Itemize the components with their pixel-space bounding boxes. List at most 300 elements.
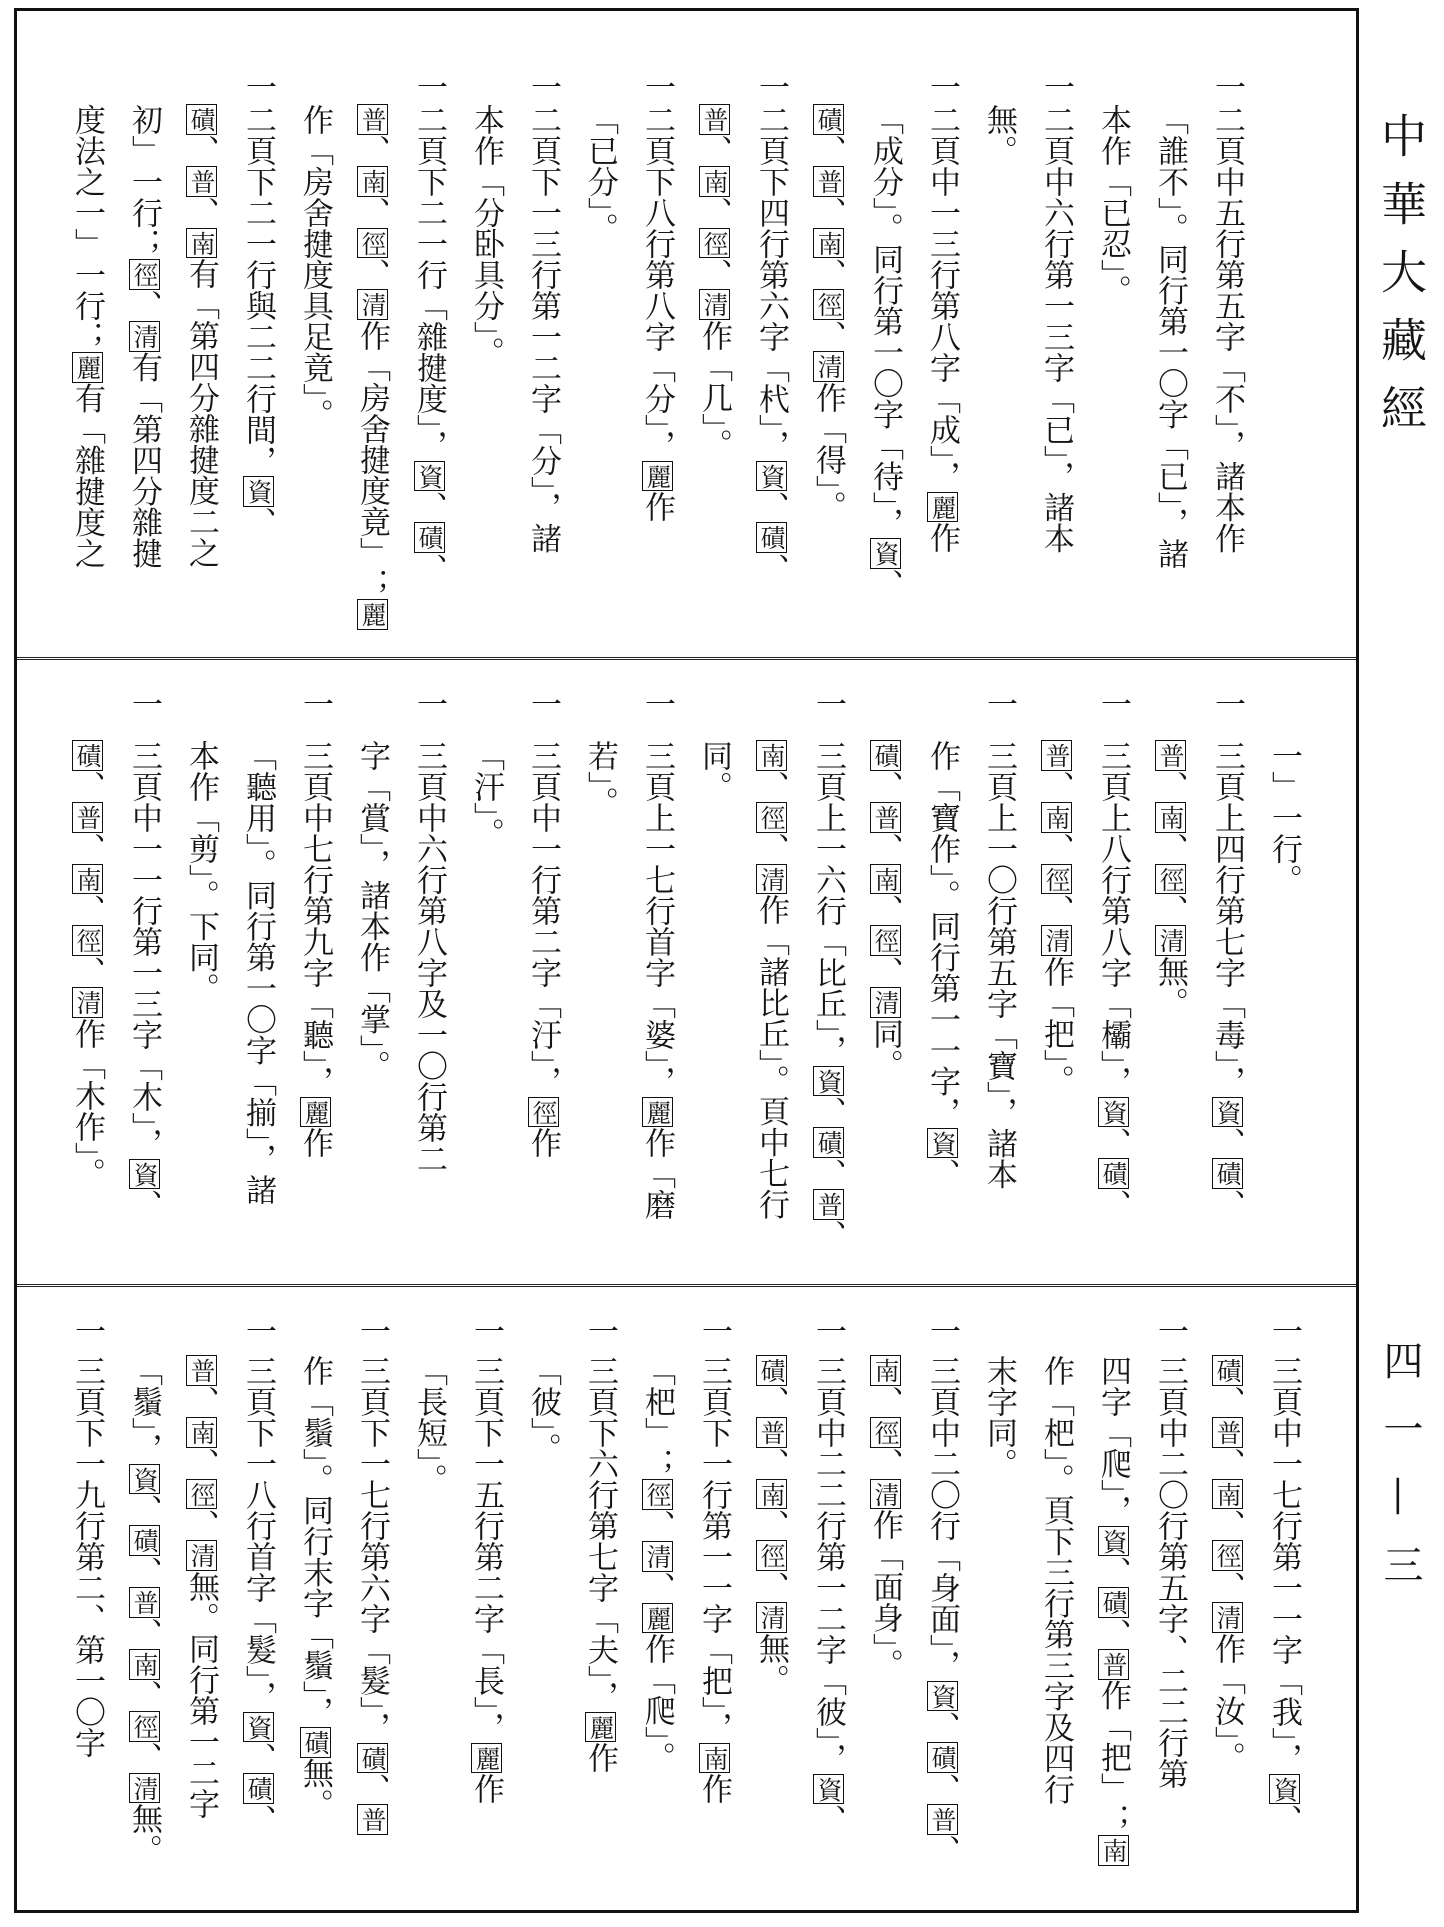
edition-siglum-box: 清 bbox=[1041, 925, 1072, 956]
note-text: 、 bbox=[753, 553, 789, 585]
edition-siglum-box: 徑 bbox=[1155, 864, 1186, 895]
note-text: 、 bbox=[1038, 832, 1074, 864]
edition-siglum-box: 普 bbox=[813, 1189, 844, 1220]
edition-siglum-box: 普 bbox=[1098, 1649, 1129, 1680]
register-band-2 bbox=[17, 657, 1356, 1284]
note-text: 、 bbox=[1266, 1804, 1302, 1836]
note-text-line bbox=[295, 740, 335, 1158]
note-text-line bbox=[865, 740, 905, 1080]
edition-siglum-box: 麗 bbox=[642, 1603, 673, 1634]
note-text: 、 bbox=[183, 196, 219, 228]
note-column bbox=[409, 11, 449, 657]
edition-siglum-box: 普 bbox=[186, 166, 217, 197]
edition-siglum-box: 南 bbox=[870, 864, 901, 895]
note-text: 、 bbox=[810, 1158, 846, 1190]
note-text: 作 bbox=[525, 1127, 561, 1159]
note-text-line bbox=[751, 104, 791, 584]
note-text-line bbox=[865, 104, 905, 600]
note-text: 無。 bbox=[753, 1633, 789, 1696]
edition-siglum-box: 徑 bbox=[72, 925, 103, 956]
note-text: 二頁下四行第六字「杙」， bbox=[753, 104, 789, 461]
note-text-line bbox=[1036, 104, 1076, 554]
entry-marker: 一 bbox=[525, 71, 561, 102]
collection-title: 中華大藏經 bbox=[1374, 112, 1428, 452]
note-text: 作「几」。 bbox=[696, 320, 732, 460]
note-column bbox=[466, 1287, 506, 1910]
entry-marker: 一 bbox=[411, 71, 447, 102]
edition-siglum-box: 磧 bbox=[756, 522, 787, 553]
edition-siglum-box: 清 bbox=[870, 987, 901, 1018]
note-text: 、 bbox=[240, 1804, 276, 1836]
entry-marker: 一 bbox=[126, 688, 162, 719]
edition-siglum-box: 麗 bbox=[642, 1097, 673, 1128]
note-text: 、 bbox=[183, 1509, 219, 1541]
note-text-line bbox=[922, 104, 962, 553]
note-column bbox=[694, 11, 734, 657]
note-text: 、 bbox=[867, 832, 903, 864]
edition-siglum-box: 南 bbox=[870, 1355, 901, 1386]
edition-siglum-box: 磧 bbox=[1212, 1355, 1243, 1386]
note-column bbox=[751, 1287, 791, 1910]
note-text-line bbox=[694, 740, 734, 802]
edition-siglum-box: 徑 bbox=[129, 259, 160, 290]
entry-marker: 一 bbox=[924, 1315, 960, 1346]
edition-siglum-box: 磧 bbox=[813, 104, 844, 135]
note-text: 、 bbox=[810, 1219, 846, 1251]
edition-siglum-box: 磧 bbox=[1098, 1587, 1129, 1618]
note-text: 、 bbox=[639, 1509, 675, 1541]
note-text: 無。 bbox=[297, 1757, 333, 1820]
note-text: 字「賞」，諸本作「掌」。 bbox=[354, 740, 390, 1081]
edition-siglum-box: 清 bbox=[1155, 925, 1186, 956]
edition-siglum-box: 徑 bbox=[129, 1711, 160, 1742]
edition-siglum-box: 普 bbox=[1155, 740, 1186, 771]
note-text: 三頁上一六行「比丘」， bbox=[810, 740, 846, 1066]
note-text: 本作「剪」。下同。 bbox=[183, 740, 219, 1004]
note-text: 作「房舍揵度竟」； bbox=[354, 320, 390, 600]
note-text: 作「把」。 bbox=[1038, 956, 1074, 1096]
edition-siglum-box: 磧 bbox=[186, 104, 217, 135]
note-text-line bbox=[181, 740, 221, 1004]
note-text-line bbox=[694, 1355, 734, 1804]
note-text: 、 bbox=[69, 956, 105, 988]
note-text-line bbox=[352, 1355, 392, 1835]
note-text: 、 bbox=[753, 832, 789, 864]
note-text-line bbox=[466, 104, 506, 368]
note-text: 、 bbox=[810, 1096, 846, 1128]
note-text: 有「第四分雜揵度二之 bbox=[183, 258, 219, 569]
note-text-line bbox=[1264, 1355, 1304, 1835]
note-column bbox=[922, 660, 962, 1284]
note-column bbox=[1264, 660, 1304, 1284]
entry-marker: 一 bbox=[1095, 688, 1131, 719]
edition-siglum-box: 普 bbox=[72, 802, 103, 833]
note-text: 三頁下六行第七字「夫」， bbox=[582, 1355, 618, 1712]
note-text-line bbox=[1093, 104, 1133, 306]
note-text-line bbox=[637, 740, 677, 1220]
note-column bbox=[1207, 660, 1247, 1284]
note-text: 三頁中一一行第一三字「木」， bbox=[126, 740, 162, 1159]
edition-siglum-box: 南 bbox=[129, 1649, 160, 1680]
note-text: 、 bbox=[354, 258, 390, 290]
note-text: 、 bbox=[867, 894, 903, 926]
note-column bbox=[238, 1287, 278, 1910]
note-text: 、 bbox=[924, 1711, 960, 1743]
entry-marker: 一 bbox=[525, 688, 561, 719]
note-text-line bbox=[352, 104, 392, 630]
note-text: 、 bbox=[69, 832, 105, 864]
note-text: 、 bbox=[867, 568, 903, 600]
note-text: 「彼」。 bbox=[525, 1355, 561, 1464]
note-text-line bbox=[523, 104, 563, 554]
note-text: 、 bbox=[924, 1158, 960, 1190]
edition-siglum-box: 資 bbox=[1212, 1097, 1243, 1128]
edition-siglum-box: 麗 bbox=[471, 1743, 502, 1774]
entry-marker: 一 bbox=[810, 688, 846, 719]
edition-siglum-box: 資 bbox=[813, 1066, 844, 1097]
note-text-line bbox=[124, 1355, 164, 1865]
note-text: 、 bbox=[126, 1556, 162, 1588]
edition-siglum-box: 磧 bbox=[870, 740, 901, 771]
note-text: 作「得」。 bbox=[810, 382, 846, 522]
note-text-line bbox=[238, 104, 278, 538]
note-text-line bbox=[1207, 1355, 1247, 1773]
edition-siglum-box: 徑 bbox=[813, 289, 844, 320]
note-text: 、 bbox=[1152, 894, 1188, 926]
note-text: 二頁下二一行與二二行間， bbox=[240, 104, 276, 476]
entry-marker: 一 bbox=[1209, 688, 1245, 719]
edition-siglum-box: 資 bbox=[756, 461, 787, 492]
note-text: 二頁下二一行「雜揵度」， bbox=[411, 104, 447, 461]
note-text-line bbox=[124, 740, 164, 1220]
note-text: 、 bbox=[354, 134, 390, 166]
note-text: 、 bbox=[810, 258, 846, 290]
edition-siglum-box: 南 bbox=[699, 166, 730, 197]
note-column bbox=[466, 11, 506, 657]
note-text: 、 bbox=[126, 1189, 162, 1221]
edition-siglum-box: 磧 bbox=[414, 522, 445, 553]
note-text: 「聽用」。同行第一〇字「揃」，諸 bbox=[240, 740, 276, 1205]
entry-marker: 一 bbox=[1152, 1315, 1188, 1346]
note-text: 無。 bbox=[126, 1803, 162, 1866]
note-text: 作「房舍揵度具足竟」。 bbox=[297, 104, 333, 430]
entry-marker: 一 bbox=[981, 688, 1017, 719]
note-text-line bbox=[67, 1355, 107, 1758]
entry-marker: 一 bbox=[1209, 71, 1245, 102]
note-text: 同。 bbox=[867, 1018, 903, 1081]
note-text: 作 bbox=[582, 1742, 618, 1774]
note-text: 三頁上一七行首字「婆」， bbox=[639, 740, 675, 1097]
note-text: 、 bbox=[69, 770, 105, 802]
note-text: 、 bbox=[411, 491, 447, 523]
note-column bbox=[295, 660, 335, 1284]
edition-siglum-box: 清 bbox=[357, 289, 388, 320]
edition-siglum-box: 南 bbox=[186, 228, 217, 259]
note-column bbox=[751, 660, 791, 1284]
note-text: 、 bbox=[696, 258, 732, 290]
note-column bbox=[238, 660, 278, 1284]
note-text-line bbox=[466, 1355, 506, 1804]
note-column bbox=[694, 660, 734, 1284]
note-text: 、 bbox=[924, 1834, 960, 1866]
note-column bbox=[865, 1287, 905, 1910]
edition-siglum-box: 清 bbox=[756, 1602, 787, 1633]
note-text: 、 bbox=[69, 894, 105, 926]
note-text: 二頁下一三行第一二字「分」，諸 bbox=[525, 104, 561, 554]
note-text: 作 bbox=[297, 1127, 333, 1159]
edition-siglum-box: 徑 bbox=[756, 802, 787, 833]
note-text-line bbox=[808, 104, 848, 522]
note-column bbox=[238, 11, 278, 657]
note-column bbox=[637, 1287, 677, 1910]
note-text-line bbox=[523, 1355, 563, 1464]
note-column bbox=[865, 660, 905, 1284]
note-column bbox=[580, 1287, 620, 1910]
note-column bbox=[352, 11, 392, 657]
note-column bbox=[523, 11, 563, 657]
note-column bbox=[1036, 11, 1076, 657]
note-text: 作「磨 bbox=[639, 1127, 675, 1221]
entry-marker: 一 bbox=[753, 71, 789, 102]
note-text-line bbox=[67, 740, 107, 1189]
entry-marker: 一 bbox=[639, 688, 675, 719]
note-column bbox=[808, 660, 848, 1284]
note-column bbox=[694, 1287, 734, 1910]
entry-marker: 一 bbox=[240, 1315, 276, 1346]
note-text-line bbox=[181, 1355, 221, 1819]
note-text: 三頁下一行第一一字「把」， bbox=[696, 1355, 732, 1743]
note-text: 作「面身」。 bbox=[867, 1509, 903, 1680]
note-text: 「汗」。 bbox=[468, 740, 504, 849]
note-text: 三頁中一行第二字「汙」， bbox=[525, 740, 561, 1097]
edition-siglum-box: 南 bbox=[1041, 802, 1072, 833]
note-column bbox=[523, 660, 563, 1284]
note-text-line bbox=[295, 1355, 335, 1820]
entry-marker: 一 bbox=[582, 1315, 618, 1346]
edition-siglum-box: 資 bbox=[1098, 1526, 1129, 1557]
edition-siglum-box: 普 bbox=[129, 1587, 160, 1618]
note-text: 無。同行第一二字 bbox=[183, 1571, 219, 1820]
note-text-line bbox=[352, 740, 392, 1081]
note-text-line bbox=[1093, 1355, 1133, 1866]
note-text: 、 bbox=[126, 1679, 162, 1711]
note-text: 、 bbox=[1209, 1509, 1245, 1541]
note-text: 三頁中六行第八字及一〇行第二 bbox=[411, 740, 447, 1174]
note-text: 「已分」。 bbox=[582, 104, 618, 244]
note-text: 末字同。 bbox=[981, 1355, 1017, 1479]
note-text: 、 bbox=[126, 1494, 162, 1526]
note-text-line bbox=[238, 1355, 278, 1835]
entry-marker: 一 bbox=[354, 1315, 390, 1346]
note-column bbox=[409, 1287, 449, 1910]
edition-siglum-box: 普 bbox=[699, 104, 730, 135]
note-column bbox=[1036, 660, 1076, 1284]
edition-siglum-box: 普 bbox=[357, 1804, 388, 1835]
edition-siglum-box: 徑 bbox=[528, 1097, 559, 1128]
note-text: 四字「爬」， bbox=[1095, 1355, 1131, 1526]
note-text-line bbox=[637, 1355, 677, 1773]
edition-siglum-box: 磧 bbox=[927, 1742, 958, 1773]
entry-marker: 一 bbox=[1266, 1315, 1302, 1346]
note-text-line bbox=[409, 104, 449, 584]
entry-marker: 一 bbox=[297, 688, 333, 719]
edition-siglum-box: 普 bbox=[186, 1355, 217, 1386]
note-text: 、 bbox=[1209, 1385, 1245, 1417]
note-text: 二頁中五行第五字「不」，諸本作 bbox=[1209, 104, 1245, 554]
note-text-line bbox=[124, 104, 164, 569]
note-column bbox=[1093, 1287, 1133, 1910]
note-column bbox=[808, 1287, 848, 1910]
note-text: 同。 bbox=[696, 740, 732, 802]
note-text: 作「諸比丘」。頁中七行 bbox=[753, 894, 789, 1220]
note-column bbox=[979, 1287, 1019, 1910]
note-column bbox=[922, 1287, 962, 1910]
edition-siglum-box: 南 bbox=[1098, 1835, 1129, 1866]
note-text: 作「寶作」。同行第一一字， bbox=[924, 740, 960, 1128]
note-column bbox=[67, 660, 107, 1284]
edition-siglum-box: 磧 bbox=[813, 1127, 844, 1158]
edition-siglum-box: 磧 bbox=[357, 1743, 388, 1774]
edition-siglum-box: 南 bbox=[1212, 1479, 1243, 1510]
edition-siglum-box: 徑 bbox=[756, 1540, 787, 1571]
note-text: 、 bbox=[1152, 770, 1188, 802]
note-text: 、 bbox=[867, 1447, 903, 1479]
note-text: 、 bbox=[924, 1773, 960, 1805]
edition-siglum-box: 麗 bbox=[357, 599, 388, 630]
note-column bbox=[979, 660, 1019, 1284]
note-text-line bbox=[1207, 740, 1247, 1220]
note-text: 有「第四分雜揵 bbox=[126, 351, 162, 569]
note-text: 、 bbox=[810, 134, 846, 166]
edition-siglum-box: 清 bbox=[699, 289, 730, 320]
note-text: 、 bbox=[1152, 832, 1188, 864]
edition-siglum-box: 普 bbox=[927, 1804, 958, 1835]
edition-siglum-box: 清 bbox=[129, 1773, 160, 1804]
note-text: 二頁下八行第八字「分」， bbox=[639, 104, 675, 461]
note-text: 作「杷」。頁下三行第三字及四行 bbox=[1038, 1355, 1074, 1805]
note-column bbox=[1207, 1287, 1247, 1910]
note-text: 作「木作」。 bbox=[69, 1018, 105, 1189]
register-band-1 bbox=[17, 11, 1356, 657]
note-text: 本作「分卧具分」。 bbox=[468, 104, 504, 368]
page-frame bbox=[14, 8, 1359, 1913]
edition-siglum-box: 清 bbox=[1212, 1602, 1243, 1633]
note-text: 本作「已忍」。 bbox=[1095, 104, 1131, 306]
note-text-line bbox=[1207, 104, 1247, 554]
edition-siglum-box: 清 bbox=[870, 1479, 901, 1510]
note-column bbox=[352, 660, 392, 1284]
note-text-line bbox=[580, 1355, 620, 1773]
note-text: 、 bbox=[1038, 770, 1074, 802]
edition-siglum-box: 資 bbox=[927, 1128, 958, 1159]
note-text: 一」一行。 bbox=[1266, 740, 1302, 895]
note-column bbox=[352, 1287, 392, 1910]
note-column bbox=[1093, 660, 1133, 1284]
note-text-line bbox=[1036, 1355, 1076, 1805]
note-text-line bbox=[808, 1355, 848, 1835]
edition-siglum-box: 磧 bbox=[1098, 1158, 1129, 1189]
edition-siglum-box: 普 bbox=[756, 1417, 787, 1448]
note-text-line bbox=[409, 1355, 449, 1495]
note-text: 、 bbox=[126, 289, 162, 321]
note-column bbox=[1150, 660, 1190, 1284]
edition-siglum-box: 徑 bbox=[699, 228, 730, 259]
note-text-line bbox=[979, 1355, 1019, 1479]
note-text: 二頁中六行第一三字「已」，諸本 bbox=[1038, 104, 1074, 554]
note-text: 、 bbox=[411, 553, 447, 585]
edition-siglum-box: 徑 bbox=[357, 228, 388, 259]
edition-siglum-box: 南 bbox=[357, 166, 388, 197]
note-column bbox=[580, 11, 620, 657]
note-text: 有「雜揵度之 bbox=[69, 382, 105, 569]
edition-siglum-box: 資 bbox=[1098, 1097, 1129, 1128]
note-column bbox=[751, 11, 791, 657]
edition-siglum-box: 磧 bbox=[72, 740, 103, 771]
note-text-line bbox=[67, 104, 107, 569]
edition-siglum-box: 普 bbox=[357, 104, 388, 135]
note-column bbox=[124, 1287, 164, 1910]
note-column bbox=[637, 11, 677, 657]
edition-siglum-box: 南 bbox=[1155, 802, 1186, 833]
edition-siglum-box: 資 bbox=[870, 538, 901, 569]
note-text: 、 bbox=[753, 1509, 789, 1541]
note-text: 三頁下一九行第二、第一〇字 bbox=[69, 1355, 105, 1758]
edition-siglum-box: 南 bbox=[813, 228, 844, 259]
note-text: 作 bbox=[924, 522, 960, 554]
note-text: 三頁下一七行第六字「髮」， bbox=[354, 1355, 390, 1743]
entry-marker: 一 bbox=[240, 71, 276, 102]
note-text: 、 bbox=[354, 1773, 390, 1805]
note-column bbox=[979, 11, 1019, 657]
note-column bbox=[1036, 1287, 1076, 1910]
note-text: 作 bbox=[468, 1773, 504, 1805]
note-column bbox=[1150, 1287, 1190, 1910]
note-text: 、 bbox=[696, 134, 732, 166]
edition-siglum-box: 南 bbox=[186, 1417, 217, 1448]
note-text: 、 bbox=[183, 1447, 219, 1479]
note-column bbox=[67, 11, 107, 657]
note-text-line bbox=[751, 740, 791, 1220]
edition-siglum-box: 資 bbox=[414, 461, 445, 492]
edition-siglum-box: 清 bbox=[642, 1541, 673, 1572]
note-text-line bbox=[409, 740, 449, 1174]
page-number: 四一—三 bbox=[1377, 1340, 1423, 1612]
note-column bbox=[865, 11, 905, 657]
edition-siglum-box: 資 bbox=[813, 1774, 844, 1805]
note-text: 三頁中二〇行「身面」， bbox=[924, 1355, 960, 1681]
entry-marker: 一 bbox=[810, 1315, 846, 1346]
note-column bbox=[124, 660, 164, 1284]
note-column bbox=[637, 660, 677, 1284]
note-text: 、 bbox=[1095, 1127, 1131, 1159]
note-column bbox=[409, 660, 449, 1284]
note-text-line bbox=[580, 740, 620, 818]
note-column bbox=[808, 11, 848, 657]
note-text: 、 bbox=[1209, 1189, 1245, 1221]
edition-siglum-box: 南 bbox=[72, 864, 103, 895]
edition-siglum-box: 清 bbox=[756, 864, 787, 895]
note-column bbox=[67, 1287, 107, 1910]
note-text-line bbox=[1150, 104, 1190, 569]
note-text: 初」一行； bbox=[126, 104, 162, 259]
note-text: 三頁中七行第九字「聽」， bbox=[297, 740, 333, 1097]
edition-siglum-box: 磧 bbox=[243, 1773, 274, 1804]
note-column bbox=[181, 1287, 221, 1910]
note-text: 、 bbox=[1095, 1189, 1131, 1221]
note-text: 、 bbox=[696, 196, 732, 228]
note-text-line bbox=[865, 1355, 905, 1680]
edition-siglum-box: 磧 bbox=[129, 1525, 160, 1556]
